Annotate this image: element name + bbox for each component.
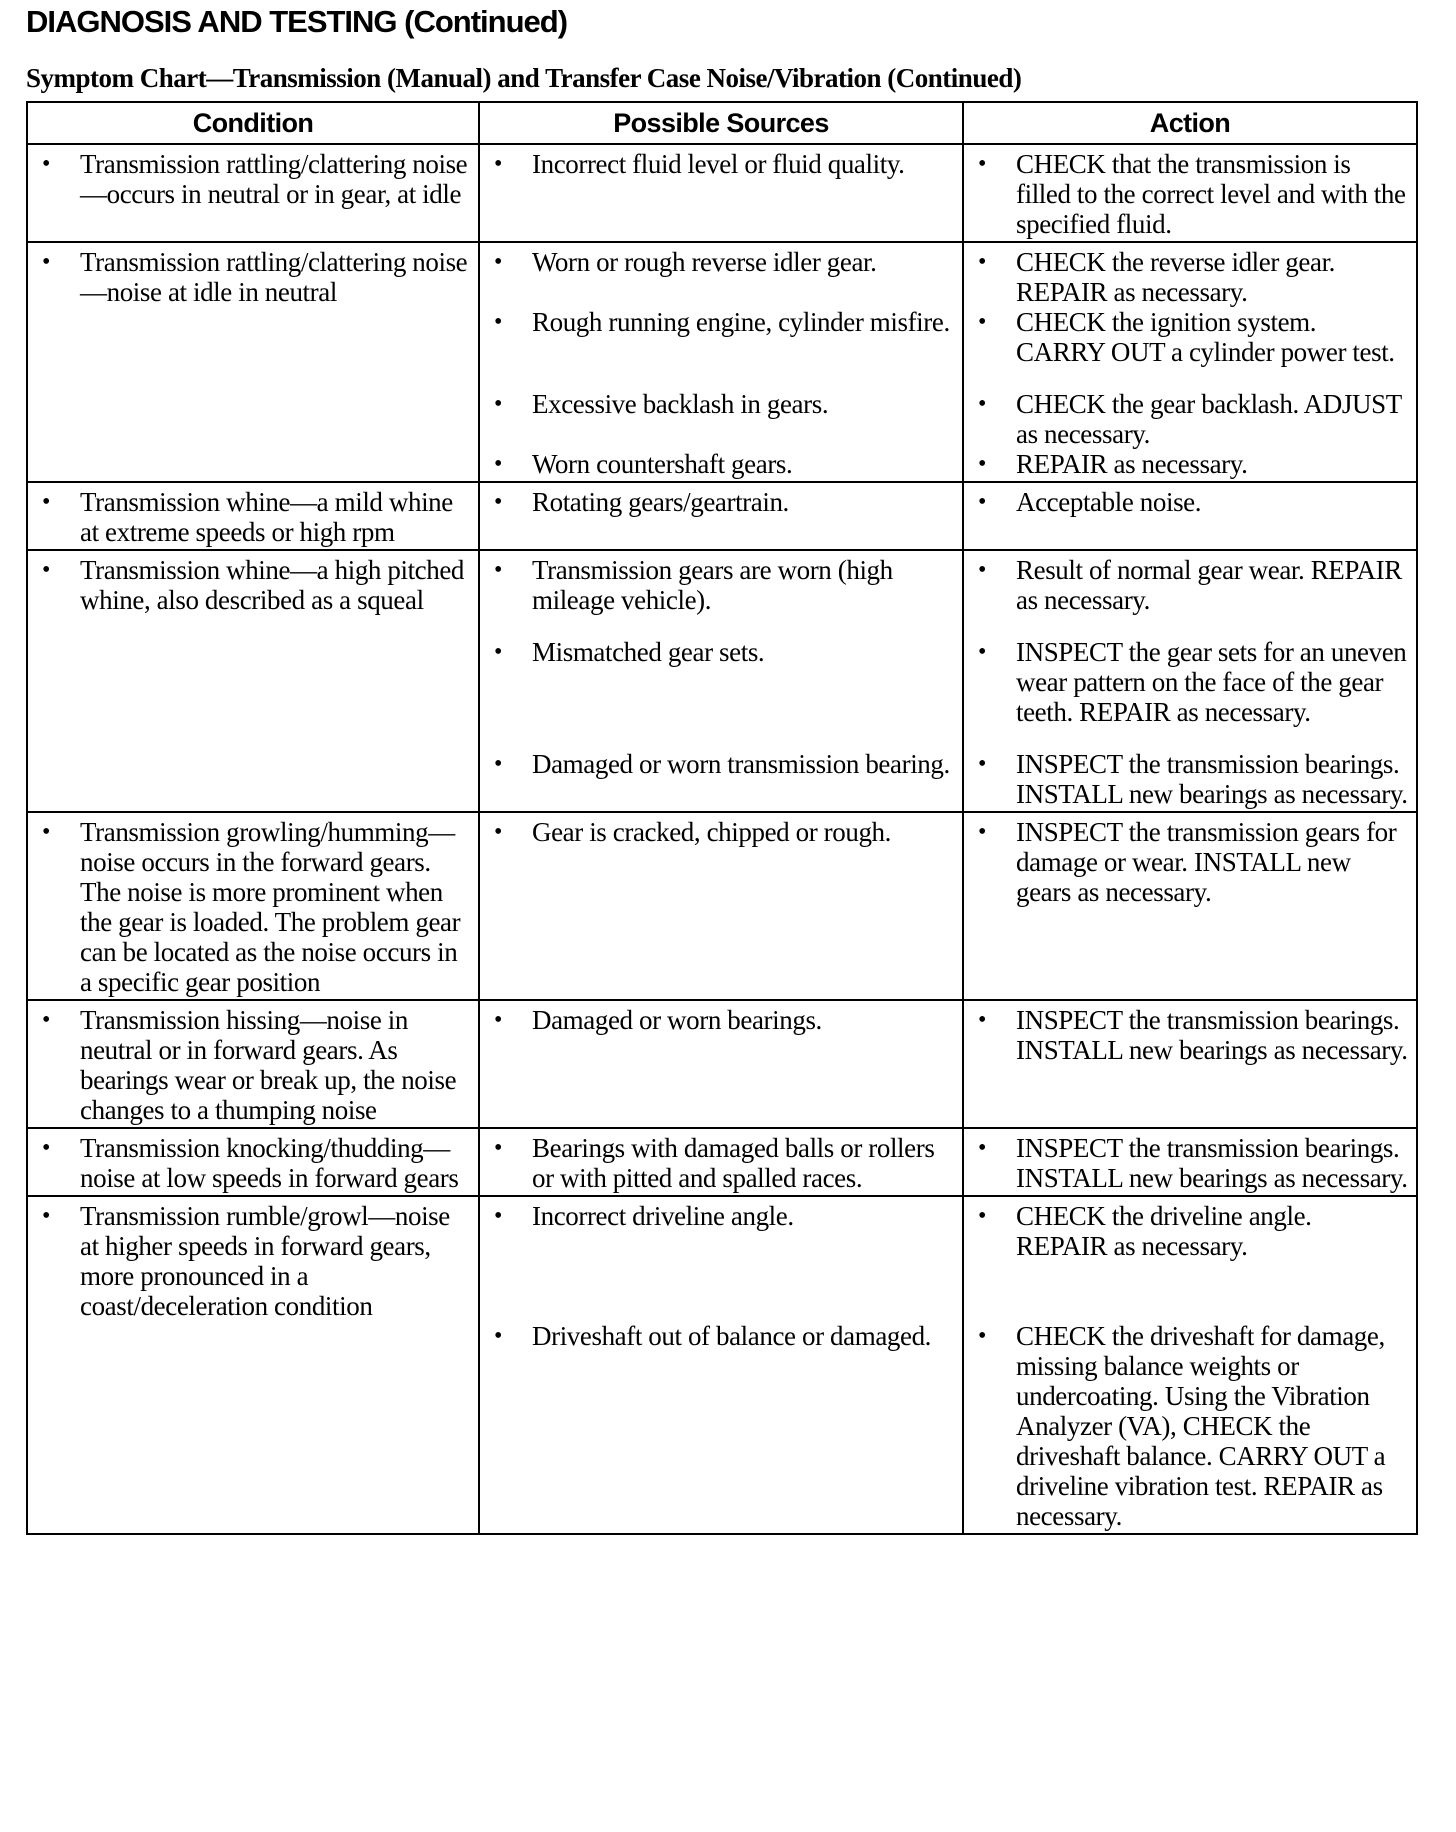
possible-source-item: • Damaged or worn transmission bearing. <box>488 749 954 779</box>
condition-cell <box>27 242 479 482</box>
possible-sources-cell <box>479 1128 963 1196</box>
possible-sources-cell <box>479 550 963 812</box>
possible-source-item: • Driveshaft out of balance or damaged. <box>488 1321 954 1351</box>
possible-source-item: • Excessive backlash in gears. <box>488 389 954 419</box>
condition-cell <box>27 1128 479 1196</box>
condition-cell <box>27 812 479 1000</box>
action-item: • INSPECT the transmission bearings. INSTALL new bearings as necessary. <box>972 1133 1408 1193</box>
condition-cell <box>27 550 479 812</box>
action-item: • CHECK the gear backlash. ADJUST as necessary. <box>972 389 1408 449</box>
action-item: • INSPECT the transmission bearings. INSTALL new bearings as necessary. <box>972 749 1408 809</box>
action-cell <box>963 812 1417 1000</box>
possible-source-item: • Bearings with damaged balls or rollers or with pitted and spalled races. <box>488 1133 954 1193</box>
possible-source-item: • Transmission gears are worn (high mileage vehicle). <box>488 555 954 615</box>
possible-source-item: • Worn or rough reverse idler gear. <box>488 247 954 277</box>
action-item: • CHECK the driveshaft for damage, missing balance weights or undercoating. Using the Vibration Analyzer (VA), CHECK the driveshaft balance. CARRY OUT a driveline vibration test. REPAIR as necessary. <box>972 1321 1408 1531</box>
action-item: • CHECK the ignition system. CARRY OUT a cylinder power test. <box>972 307 1408 367</box>
condition-cell <box>27 1196 479 1534</box>
condition-text: • Transmission growling/humming—noise occurs in the forward gears. The noise is more prominent when the gear is loaded. The problem gear can be located as the noise occurs in a specific gear position <box>36 817 470 997</box>
action-item: • CHECK the reverse idler gear. REPAIR as necessary. <box>972 247 1408 307</box>
table-row <box>27 482 1417 550</box>
header-possible-sources: Possible Sources <box>479 102 963 144</box>
table-row <box>27 1128 1417 1196</box>
action-item: • Result of normal gear wear. REPAIR as necessary. <box>972 555 1408 615</box>
table-row <box>27 144 1417 242</box>
condition-cell <box>27 1000 479 1128</box>
possible-source-item: • Rough running engine, cylinder misfire. <box>488 307 954 337</box>
action-item: • INSPECT the transmission gears for damage or wear. INSTALL new gears as necessary. <box>972 817 1408 907</box>
action-item: • Acceptable noise. <box>972 487 1408 517</box>
action-cell <box>963 550 1417 812</box>
table-row <box>27 550 1417 812</box>
condition-text: • Transmission whine—a high pitched whine, also described as a squeal <box>36 555 470 615</box>
possible-source-item: • Incorrect driveline angle. <box>488 1201 954 1231</box>
table-row <box>27 1196 1417 1534</box>
action-cell <box>963 1000 1417 1128</box>
possible-sources-cell <box>479 482 963 550</box>
symptom-chart-table <box>26 101 1418 1535</box>
action-item: • REPAIR as necessary. <box>972 449 1408 479</box>
possible-source-item: • Damaged or worn bearings. <box>488 1005 954 1035</box>
condition-text: • Transmission rumble/growl—noise at higher speeds in forward gears, more pronounced in a coast/deceleration condition <box>36 1201 470 1321</box>
possible-source-item: • Worn countershaft gears. <box>488 449 954 479</box>
possible-sources-cell <box>479 242 963 482</box>
action-item: • CHECK that the transmission is filled to the correct level and with the specified fluid. <box>972 149 1408 239</box>
table-row <box>27 1000 1417 1128</box>
condition-cell <box>27 144 479 242</box>
possible-sources-cell <box>479 812 963 1000</box>
action-item: • INSPECT the transmission bearings. INSTALL new bearings as necessary. <box>972 1005 1408 1065</box>
possible-source-item: • Mismatched gear sets. <box>488 637 954 667</box>
header-condition: Condition <box>27 102 479 144</box>
action-cell <box>963 482 1417 550</box>
action-cell <box>963 1196 1417 1534</box>
table-row <box>27 242 1417 482</box>
section-heading: DIAGNOSIS AND TESTING (Continued) <box>26 4 568 39</box>
condition-text: • Transmission knocking/thudding—noise at low speeds in forward gears <box>36 1133 470 1193</box>
condition-text: • Transmission rattling/clattering noise—noise at idle in neutral <box>36 247 470 307</box>
table-row <box>27 812 1417 1000</box>
condition-text: • Transmission whine—a mild whine at extreme speeds or high rpm <box>36 487 470 547</box>
possible-source-item: • Gear is cracked, chipped or rough. <box>488 817 954 847</box>
chart-title: Symptom Chart—Transmission (Manual) and Transfer Case Noise/Vibration (Continued) <box>26 63 1022 93</box>
condition-cell <box>27 482 479 550</box>
action-cell <box>963 1128 1417 1196</box>
possible-sources-cell <box>479 1000 963 1128</box>
header-action: Action <box>963 102 1417 144</box>
condition-text: • Transmission hissing—noise in neutral or in forward gears. As bearings wear or break up, the noise changes to a thumping noise <box>36 1005 470 1125</box>
possible-sources-cell <box>479 144 963 242</box>
condition-text: • Transmission rattling/clattering noise—occurs in neutral or in gear, at idle <box>36 149 470 209</box>
action-item: • INSPECT the gear sets for an uneven wear pattern on the face of the gear teeth. REPAIR as necessary. <box>972 637 1408 727</box>
action-item: • CHECK the driveline angle. REPAIR as necessary. <box>972 1201 1408 1261</box>
table-header-row <box>27 102 1417 144</box>
possible-source-item: • Rotating gears/geartrain. <box>488 487 954 517</box>
possible-sources-cell <box>479 1196 963 1534</box>
action-cell <box>963 242 1417 482</box>
action-cell <box>963 144 1417 242</box>
possible-source-item: • Incorrect fluid level or fluid quality. <box>488 149 954 179</box>
